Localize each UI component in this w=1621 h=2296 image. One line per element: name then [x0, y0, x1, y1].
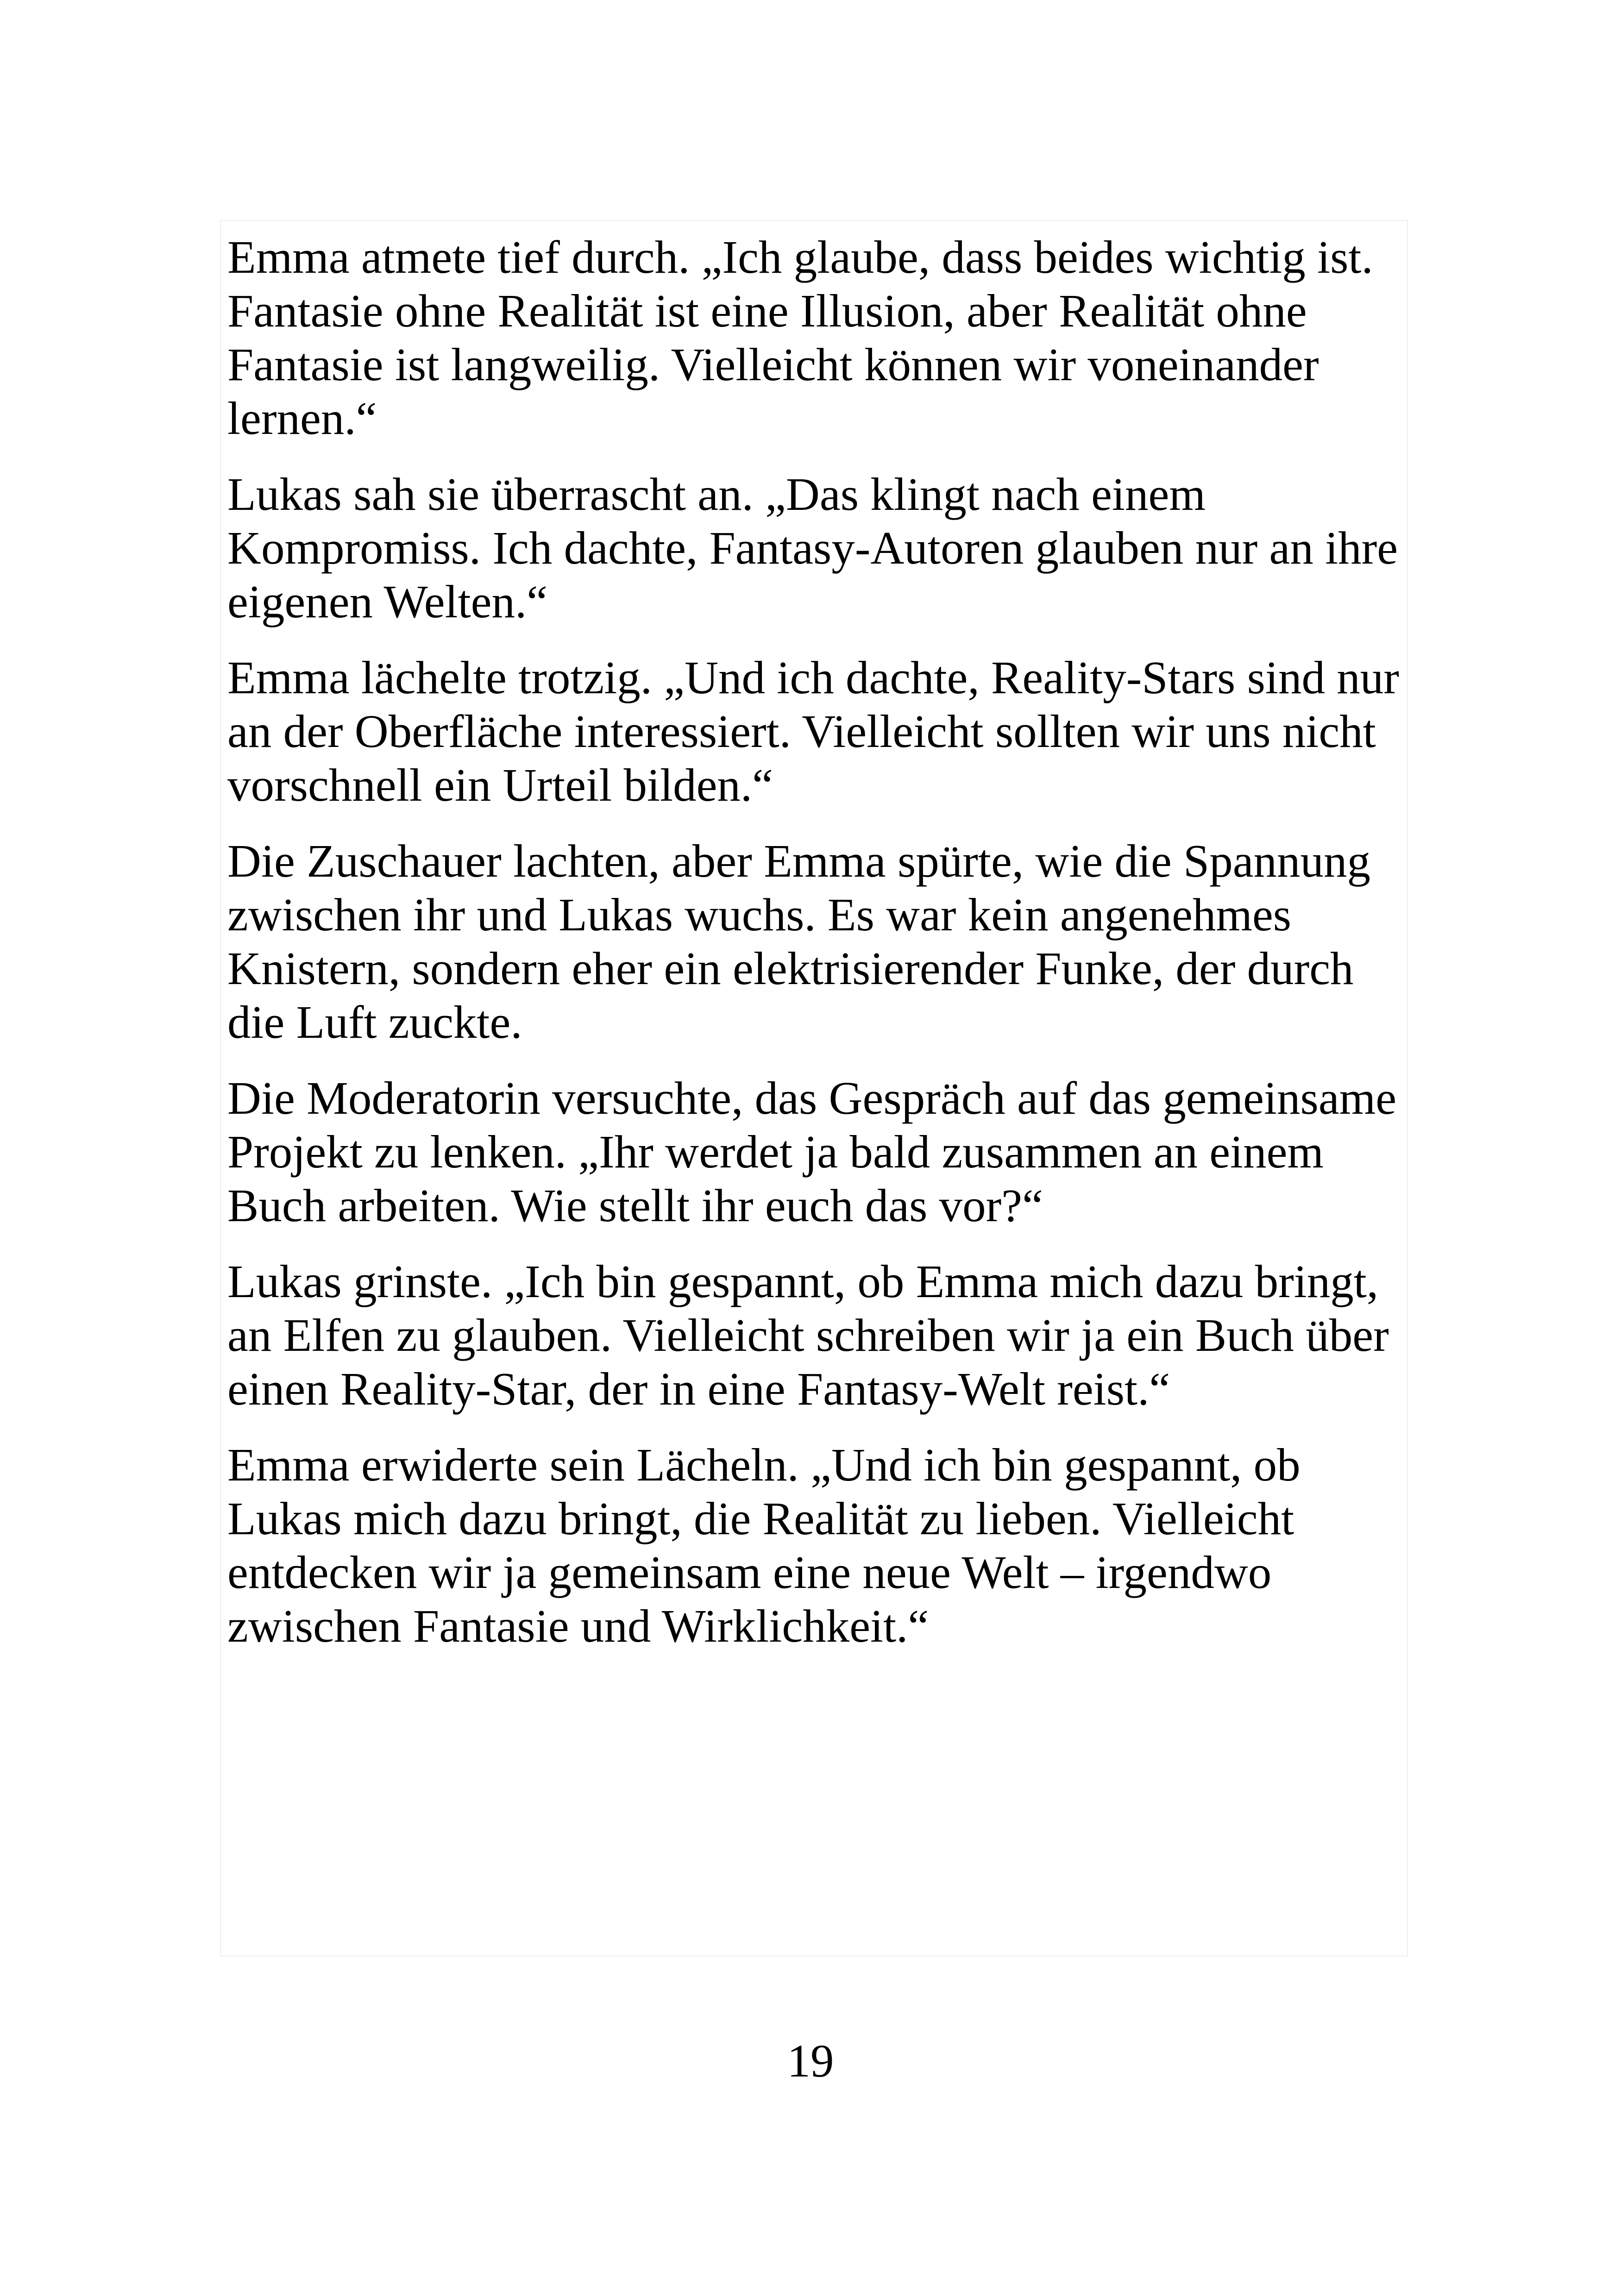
paragraph: Emma erwiderte sein Lächeln. „Und ich bin gespannt, ob Lukas mich dazu bringt, die Realität zu lieben. Vielleicht entdecken wir ja gemeinsam eine neue Welt – irgendwo zwischen Fantasie und Wirklichkeit.“ — [227, 1439, 1301, 1652]
paragraph: Die Moderatorin versuchte, das Gespräch auf das gemeinsame Projekt zu lenken. „Ihr werdet ja bald zusammen an einem Buch arbeiten. Wie stellt ihr euch das vor?“ — [227, 1072, 1397, 1231]
paragraph: Emma atmete tief durch. „Ich glaube, dass beides wichtig ist. Fantasie ohne Realität ist eine Illusion, aber Realität ohne Fantasie ist langweilig. Vielleicht können wir voneinander lernen.“ — [227, 231, 1373, 444]
paragraph: Lukas grinste. „Ich bin gespannt, ob Emma mich dazu bringt, an Elfen zu glauben. Vielleicht schreiben wir ja ein Buch über einen Reality-Star, der in eine Fantasy-Welt reist.“ — [227, 1255, 1389, 1415]
paragraph: Emma lächelte trotzig. „Und ich dachte, Reality-Stars sind nur an der Oberfläche interessiert. Vielleicht sollten wir uns nicht vorschnell ein Urteil bilden.“ — [227, 652, 1399, 811]
paragraph: Lukas sah sie überrascht an. „Das klingt nach einem Kompromiss. Ich dachte, Fantasy-Autoren glauben nur an ihre eigenen Welten.“ — [227, 468, 1398, 627]
paragraph: Die Zuschauer lachten, aber Emma spürte, wie die Spannung zwischen ihr und Lukas wuchs. Es war kein angenehmes Knistern, sondern eher ein elektrisierender Funke, der durch die Luft zuckte. — [227, 835, 1371, 1048]
page-number: 19 — [787, 2035, 834, 2087]
text-frame — [220, 220, 1408, 1957]
